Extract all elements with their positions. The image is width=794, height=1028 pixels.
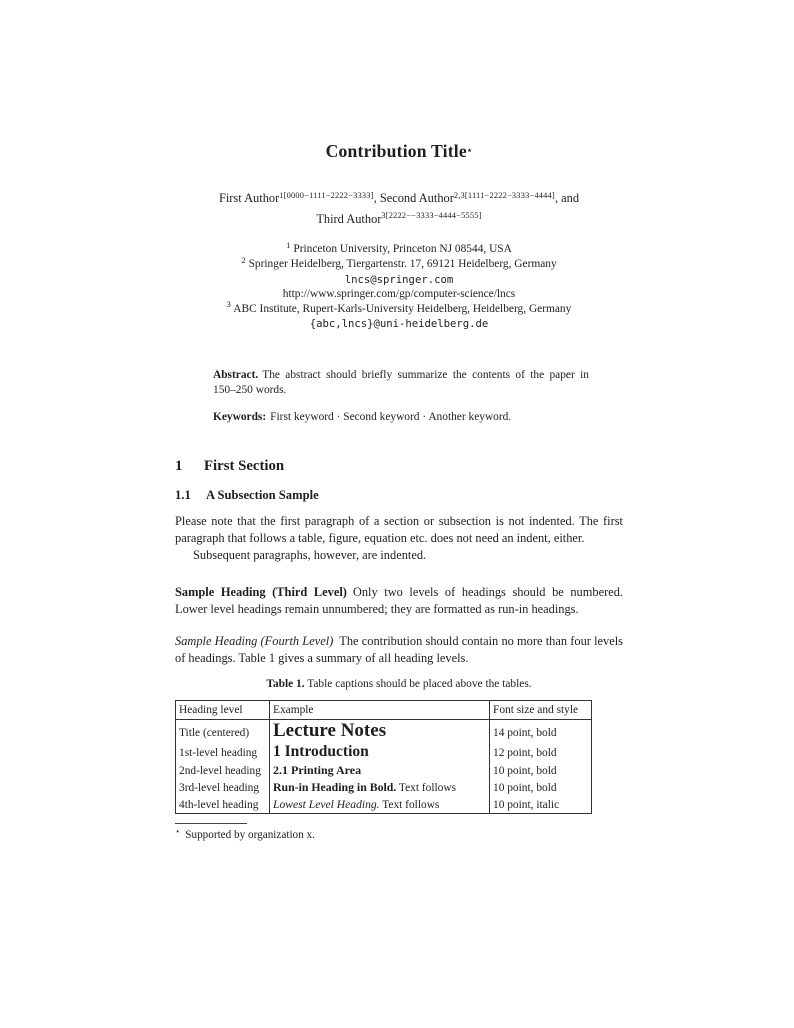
author-1-sup: 1[0000−1111−2222−3333] <box>279 190 374 200</box>
affiliation-email-springer: lncs@springer.com <box>344 273 454 286</box>
title-footnote-mark: ⋆ <box>466 145 473 155</box>
header-cell-heading-level: Heading level <box>176 701 270 720</box>
keywords-label: Keywords: <box>213 411 267 424</box>
affiliations-block <box>175 242 623 331</box>
author-line-2 <box>175 210 623 231</box>
abstract-text: The abstract should briefly summarize the contents of the paper in 150–250 words. <box>213 369 589 397</box>
cell-font: 14 point, bold <box>490 720 592 743</box>
example-1st-level: 1 Introduction <box>273 743 369 761</box>
header-cell-example: Example <box>270 701 490 720</box>
abstract-label: Abstract. <box>213 369 259 382</box>
table-row <box>176 762 592 780</box>
cell-font: 10 point, bold <box>490 779 592 797</box>
example-4th-level: Lowest Level Heading. <box>273 797 380 811</box>
subsection-heading <box>175 488 623 503</box>
author-1-name: First Author <box>218 191 280 205</box>
cell-example <box>270 779 490 797</box>
example-3rd-level: Run-in Heading in Bold. <box>273 780 397 795</box>
footnote-text: Supported by organization x. <box>185 829 315 842</box>
affiliation-url: http://www.springer.com/gp/computer-science/lncs <box>282 288 516 301</box>
table-header-row <box>176 701 592 720</box>
cell-example <box>270 797 490 814</box>
header-cell-font-size: Font size and style <box>490 701 592 720</box>
author-separator-2: , and <box>554 191 580 205</box>
text-block <box>175 0 623 843</box>
section-number: 1 <box>175 458 183 475</box>
section-heading <box>175 458 623 475</box>
keywords-line <box>213 410 589 425</box>
table-row <box>176 797 592 814</box>
affiliation-2-sup: 2 <box>241 255 246 265</box>
author-block <box>175 189 623 230</box>
footnote-mark: ⋆ <box>175 826 181 836</box>
author-separator-1: , <box>373 191 377 205</box>
cell-example <box>270 762 490 780</box>
table-row <box>176 742 592 762</box>
author-2-sup: 2,3[1111−2222−3333−4444] <box>453 190 555 200</box>
runin-fourth-text: The contribution should contain no more than four levels of headings. Table 1 gives a summary of all heading levels. <box>175 634 623 666</box>
example-3rd-level-rest: Text follows <box>398 782 457 795</box>
heading-levels-table <box>175 700 592 814</box>
author-3-name: Third Author <box>316 211 382 226</box>
affiliation-line <box>175 257 623 272</box>
cell-level: 1st-level heading <box>176 742 270 762</box>
affiliation-3-sup: 3 <box>226 300 232 310</box>
cell-example <box>270 742 490 762</box>
runin-third-label: Sample Heading (Third Level) <box>175 584 347 599</box>
paragraph-2: Subsequent paragraphs, however, are indented. <box>193 548 427 563</box>
keywords-text: First keyword · Second keyword · Another keyword. <box>270 411 512 424</box>
runin-heading-third-level <box>175 584 623 618</box>
runin-heading-fourth-level <box>175 633 623 667</box>
runin-third-text: Only two levels of headings should be numbered. Lower level headings remain unnumbered; they are formatted as run-in headings. <box>175 584 623 616</box>
paper-title <box>175 141 623 162</box>
runin-fourth-label: Sample Heading (Fourth Level) <box>175 634 334 649</box>
affiliation-3-text: ABC Institute, Rupert-Karls-University Heidelberg, Heidelberg, Germany <box>233 302 572 315</box>
author-3-sup: 3[2222−−3333−4444−5555] <box>381 211 482 220</box>
cell-font: 12 point, bold <box>490 742 592 762</box>
affiliation-2-text: Springer Heidelberg, Tiergartenstr. 17, 69121 Heidelberg, Germany <box>248 258 557 271</box>
section-title: First Section <box>204 458 285 475</box>
footnote <box>175 823 623 843</box>
paper-title-text: Contribution Title <box>325 141 467 161</box>
cell-font: 10 point, italic <box>490 797 592 814</box>
abstract-block <box>213 368 589 425</box>
author-line-1 <box>175 189 623 210</box>
affiliation-1-text: Princeton University, Princeton NJ 08544, USA <box>293 243 512 255</box>
abstract-paragraph <box>213 368 589 398</box>
author-2-name: Second Author <box>379 191 454 205</box>
cell-level: 3rd-level heading <box>176 779 270 797</box>
cell-level: Title (centered) <box>176 720 270 743</box>
example-4th-level-rest: Text follows <box>382 798 440 811</box>
affiliation-email-heidelberg: {abc,lncs}@uni-heidelberg.de <box>309 318 489 331</box>
subsection-number: 1.1 <box>175 488 191 503</box>
example-2nd-level: 2.1 Printing Area <box>273 762 362 777</box>
table-caption-label: Table 1. <box>266 678 305 691</box>
cell-level: 2nd-level heading <box>176 762 270 780</box>
cell-font: 10 point, bold <box>490 762 592 780</box>
affiliation-1-sup: 1 <box>286 240 291 250</box>
affiliation-line <box>175 302 623 317</box>
cell-level: 4th-level heading <box>176 797 270 814</box>
paragraph-1: Please note that the first paragraph of a section or subsection is not indented. The first paragraph that follows a table, figure, equation etc. does not need an indent, either. <box>175 514 623 546</box>
cell-example <box>270 720 490 743</box>
table-caption-text: Table captions should be placed above the tables. <box>307 678 532 691</box>
table-caption <box>175 678 623 690</box>
table-row <box>176 779 592 797</box>
subsection-title: A Subsection Sample <box>206 488 319 503</box>
table-row <box>176 720 592 743</box>
example-title-centered: Lecture Notes <box>273 720 387 742</box>
footnote-rule <box>175 823 247 824</box>
